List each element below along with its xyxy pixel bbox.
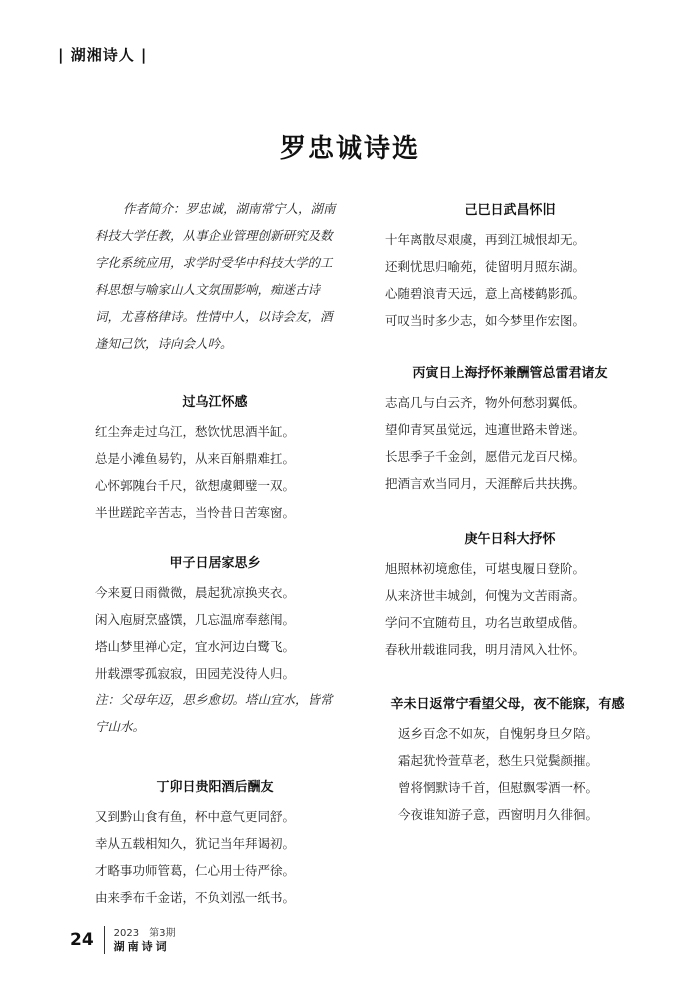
poem-line: 又到黔山食有鱼，杯中意气更同舒。 [95,809,296,824]
author-intro [95,196,337,358]
poem-dingmao [95,775,335,911]
poem-title: 辛未日返常宁看望父母，夜不能寐，有感 [390,697,625,712]
section-tag: | 湖湘诗人 | [58,46,148,64]
poem-line: 望仰青冥虽觉远，迍邅世路未曾迷。 [385,422,586,437]
author-intro-text: 作者简介：罗忠诚，湖南常宁人，湖南科技大学任教，从事企业管理创新研究及数字化系统应用，求学时受华中科技大学的工科思想与喻家山人文氛围影响，痴迷古诗词，尤喜格律诗。性情中人，以诗会友，酒逢知己饮，诗向会人吟。 [95,202,336,351]
poem-title: 丁卯日贵阳酒后酬友 [156,780,274,795]
poem-bingyin [385,361,635,497]
poem-line: 幸从五载相知久，犹记当年拜谒初。 [95,836,296,851]
page-title: 罗忠诚诗选 [279,134,420,164]
poem-body [370,720,645,828]
poem-line: 心怀郭隗台千尺，欲想虞卿璧一双。 [95,478,296,493]
poem-line: 从来济世丰城剑，何愧为文苦雨斋。 [385,588,586,603]
poem-title: 己巳日武昌怀旧 [464,203,556,218]
poem-title: 甲子日居家思乡 [169,556,261,571]
poem-line: 可叹当时多少志，如今梦里作宏图。 [385,313,586,328]
page-footer [70,928,175,952]
poem-line: 返乡百念不如灰，自愧躬身旦夕陪。 [398,726,599,741]
poem-line: 今夜谁知游子意，西窗明月久徘徊。 [398,807,599,822]
poem-line: 曾将惘默诗千首，但慰飘零酒一杯。 [398,780,599,795]
poem-guowujiang [95,390,335,526]
page-number: 24 [70,930,94,950]
journal-name: 湖南诗词 [113,940,170,953]
poem-line: 霜起犹怜萱草老，愁生只觉鬓颜摧。 [398,753,599,768]
poem-xinwei [370,692,645,828]
poem-line: 还剩忧思归喻苑，徒留明月照东湖。 [385,259,586,274]
poem-line: 今来夏日雨微微，晨起犹凉换夹衣。 [95,585,296,600]
issue-label: 2023 第3期 [113,928,176,939]
poem-title: 丙寅日上海抒怀兼酬管总雷君诸友 [412,366,608,381]
poem-line: 总是小滩鱼易钓，从来百斛鼎难扛。 [95,451,296,466]
poem-line: 学问不宜随苟且，功名岂敢望成偕。 [385,615,586,630]
poem-title: 庚午日科大抒怀 [464,532,556,547]
poem-line: 卅载漂零孤寂寂，田园芜没待人归。 [95,666,296,681]
poem-line: 塔山梦里禅心定，宜水河边白鹭飞。 [95,639,296,654]
poem-line: 春秋卅载谁同我，明月清风入壮怀。 [385,642,586,657]
poem-line: 红尘奔走过乌江，愁饮忧思酒半缸。 [95,424,296,439]
poem-line: 半世蹉跎辛苦志，当怜昔日苦寒窗。 [95,505,296,520]
poem-line: 闲入庖厨烹盛馔，几忘温席奉慈闱。 [95,612,296,627]
poem-line: 旭照林初境愈佳，可堪曳履日登阶。 [385,561,586,576]
footer-meta [114,927,176,953]
poem-line: 心随碧浪青天远，意上高楼鹤影孤。 [385,286,586,301]
poem-line: 志高几与白云齐，物外何愁羽翼低。 [385,395,586,410]
poem-title: 过乌江怀感 [182,395,248,410]
footer-divider [104,926,105,954]
poem-line: 才略事功师管葛，仁心用士待严徐。 [95,863,296,878]
poem-line: 十年离散尽艰虞，再到江城恨却无。 [385,232,586,247]
poem-gengwu [385,527,635,663]
poem-jiazi [95,551,335,741]
poem-line: 由来季布千金诺，不负刘泓一纸书。 [95,890,296,905]
poem-line: 长思季子千金剑，愿借元龙百尺梯。 [385,449,586,464]
poem-line: 把酒言欢当同月，天涯醉后共扶携。 [385,476,586,491]
poem-jisi [385,198,635,334]
poem-note: 注：父母年迈，思乡愈切。塔山宜水，皆常宁山水。 [95,693,333,734]
